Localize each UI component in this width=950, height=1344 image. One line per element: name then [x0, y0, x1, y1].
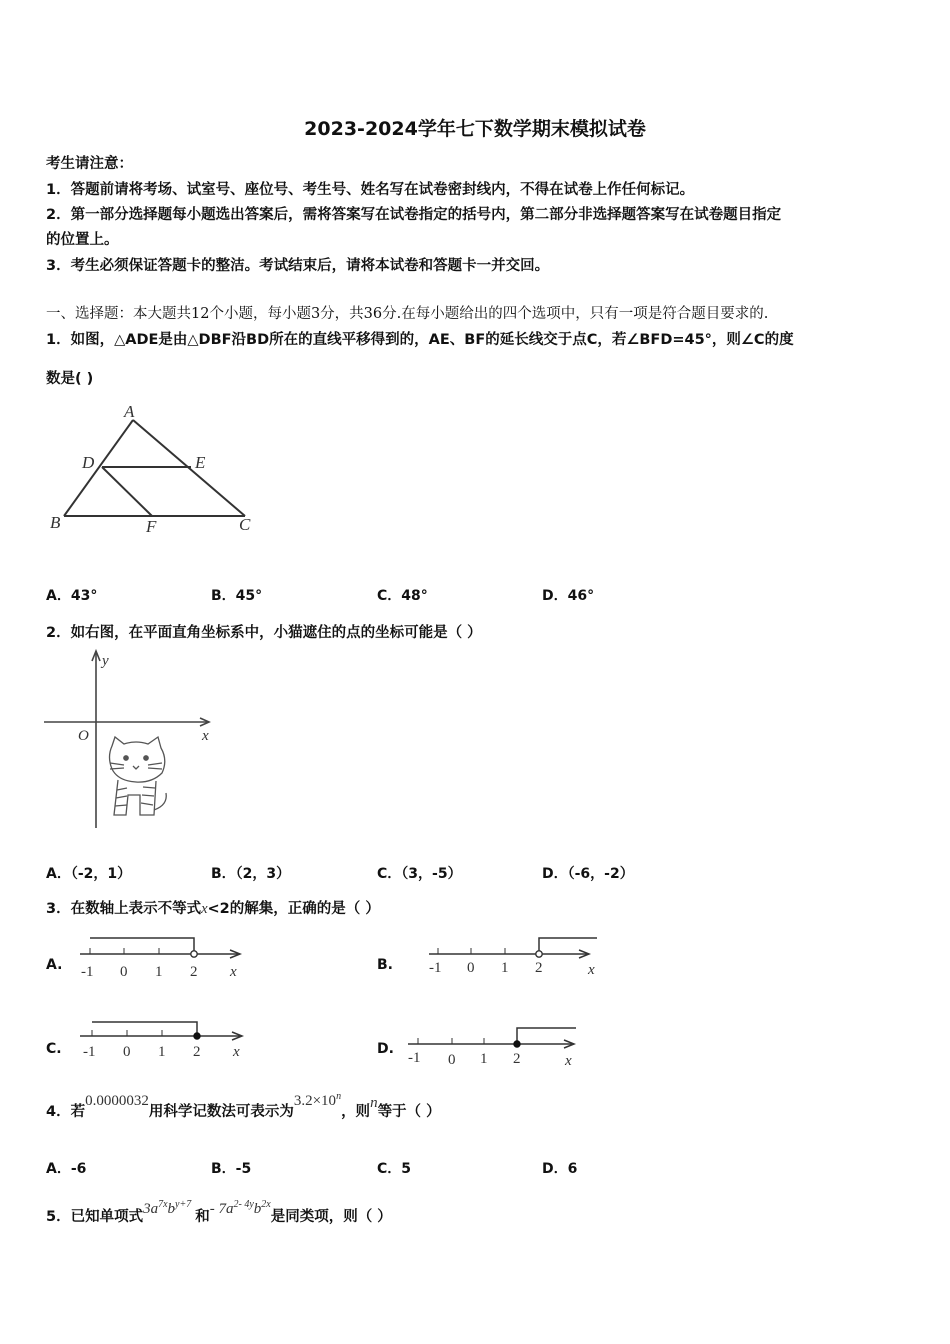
segment-DF — [102, 467, 152, 516]
label-B: B — [50, 513, 61, 532]
q4-value: 0.0000032 — [85, 1093, 149, 1109]
tick-label: 0 — [448, 1052, 456, 1068]
q5-mono1-coef: 3a — [143, 1201, 159, 1217]
closed-dot — [514, 1041, 520, 1047]
q3-variable: x — [201, 901, 208, 917]
tick-label: 2 — [535, 960, 543, 976]
cat-icon — [110, 737, 167, 815]
q5-and: 和 — [195, 1209, 210, 1225]
axis-variable: x — [565, 1053, 572, 1068]
x-axis-label: x — [202, 728, 209, 744]
q5-mono2-b: b — [253, 1201, 262, 1217]
q2-option-a[interactable]: A．（-2，1） — [46, 866, 132, 882]
q4-option-b[interactable]: B．-5 — [211, 1161, 252, 1177]
q5-mono1-b: b — [167, 1201, 176, 1217]
q3-option-d-label[interactable]: D. — [377, 1041, 394, 1057]
label-C: C — [239, 515, 251, 534]
q4-prefix: 4．若 — [46, 1104, 86, 1120]
origin-label: O — [78, 728, 89, 744]
q4-after: ，则 — [341, 1104, 371, 1120]
q5-prefix: 5．已知单项式 — [46, 1209, 144, 1225]
q2-text: 2．如右图，在平面直角坐标系中，小猫遮住的点的坐标可能是（ ） — [46, 625, 482, 641]
tick-label: 0 — [123, 1044, 131, 1060]
q5-mono1-b-exp: y+7 — [175, 1199, 192, 1210]
q3-text — [46, 897, 380, 918]
q3-option-c-label[interactable]: C. — [46, 1041, 62, 1057]
q3-numberline-c — [78, 1014, 258, 1064]
open-dot — [536, 951, 542, 957]
q5-end: 是同类项，则（ ） — [270, 1209, 392, 1225]
q3-numberline-d — [404, 1018, 589, 1068]
notice-item-2-cont: 的位置上。 — [46, 232, 119, 248]
tick-label: -1 — [83, 1044, 96, 1060]
closed-dot — [194, 1033, 200, 1039]
label-D: D — [82, 453, 95, 472]
q3-text-before: 3．在数轴上表示不等式 — [46, 901, 202, 917]
tick-label: 2 — [193, 1044, 201, 1060]
q3-option-a-label[interactable]: A. — [46, 957, 63, 973]
q1-option-d[interactable]: D．46° — [542, 588, 595, 604]
q3-text-after: <2的解集，正确的是（ ） — [207, 901, 380, 917]
q4-sci-exponent: n — [336, 1091, 342, 1102]
y-axis-label: y — [102, 653, 109, 669]
axis-variable: x — [230, 964, 237, 980]
q5-mono2-a-exp: 2- 4y — [233, 1199, 254, 1210]
q2-option-d[interactable]: D．（-6，-2） — [542, 866, 634, 882]
label-A: A — [124, 402, 135, 421]
tick-label: 2 — [190, 964, 198, 980]
notice-heading: 考生请注意： — [46, 156, 133, 172]
q3-option-b-label[interactable]: B. — [377, 957, 393, 973]
q3-numberline-a — [78, 932, 258, 982]
notice-item-2: 2．第一部分选择题每小题选出答案后，需将答案写在试卷指定的括号内，第二部分非选择题答案写在试卷题目指定 — [46, 207, 782, 223]
q1-text: 1．如图，△ADE是由△DBF沿BD所在的直线平移得到的，AE、BF的延长线交于点C，若∠BFD=45°，则∠C的度 — [46, 332, 794, 348]
tick-label: 1 — [480, 1051, 488, 1067]
tick-label: -1 — [81, 964, 94, 980]
q4-variable: n — [370, 1095, 378, 1111]
q1-option-a[interactable]: A．43° — [46, 588, 98, 604]
q4-mid: 用科学记数法可表示为 — [148, 1104, 294, 1120]
page-title: 2023-2024学年七下数学期末模拟试卷 — [304, 118, 646, 140]
q4-option-c[interactable]: C．5 — [377, 1161, 412, 1177]
q2-option-b[interactable]: B．（2，3） — [211, 866, 291, 882]
notice-item-1: 1．答题前请将考场、试室号、座位号、考生号、姓名写在试卷密封线内，不得在试卷上作任何标记。 — [46, 182, 695, 198]
q4-option-a[interactable]: A．-6 — [46, 1161, 87, 1177]
q4-text — [46, 1091, 441, 1121]
label-E: E — [195, 453, 206, 472]
axis-variable: x — [588, 962, 595, 978]
q1-option-c[interactable]: C．48° — [377, 588, 428, 604]
axis-variable: x — [233, 1044, 240, 1060]
q3-numberline-b — [425, 932, 605, 982]
q1-option-b[interactable]: B．45° — [211, 588, 263, 604]
tick-label: 0 — [467, 960, 475, 976]
q4-end: 等于（ ） — [377, 1104, 441, 1120]
tick-label: 1 — [158, 1044, 166, 1060]
section-heading: 一、选择题：本大题共12个小题，每小题3分，共36分.在每小题给出的四个选项中，只有一项是符合题目要求的. — [46, 306, 769, 322]
q4-sci: 3.2×10 — [293, 1093, 337, 1109]
solution-ray-left — [90, 938, 194, 954]
tick-label: -1 — [408, 1050, 421, 1066]
open-dot — [191, 951, 197, 957]
q2-option-c[interactable]: C．（3，-5） — [377, 866, 462, 882]
tick-label: 2 — [513, 1051, 521, 1067]
tick-label: 1 — [155, 964, 163, 980]
tick-label: 0 — [120, 964, 128, 980]
tick-label: 1 — [501, 960, 509, 976]
q5-text — [46, 1199, 392, 1226]
solution-ray-right — [539, 938, 597, 954]
q5-mono2-b-exp: 2x — [261, 1199, 271, 1210]
q1-triangle-figure — [40, 395, 280, 545]
notice-item-3: 3．考生必须保证答题卡的整洁。考试结束后，请将本试卷和答题卡一并交回。 — [46, 258, 550, 274]
label-F: F — [146, 517, 157, 536]
q4-option-d[interactable]: D．6 — [542, 1161, 578, 1177]
solution-ray-left — [92, 1022, 197, 1036]
q5-mono1-a-exp: 7x — [158, 1199, 168, 1210]
tick-label: -1 — [429, 960, 442, 976]
q5-mono2-coef: - 7a — [209, 1201, 234, 1217]
q2-coordinate-figure — [40, 645, 230, 835]
q1-text-cont: 数是( ) — [46, 371, 94, 387]
